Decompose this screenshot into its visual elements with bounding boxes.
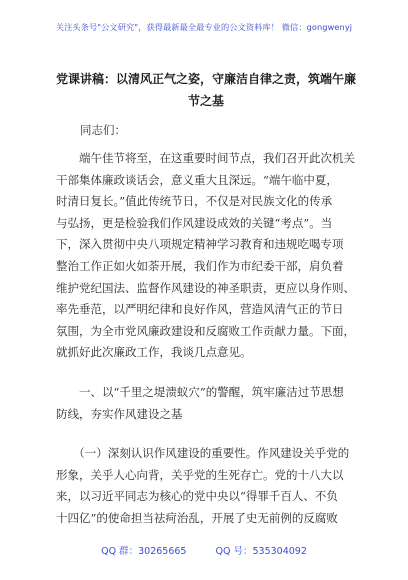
text-line: 来，以习近平同志为核心的党中央以“得罪千百人、不负 xyxy=(56,489,338,504)
document-title xyxy=(56,68,356,111)
document-body xyxy=(56,148,358,530)
text-line: 时清日复长。”值此传统节日，不仅是对民族文化的传承 xyxy=(56,194,333,209)
text-line: 形象，关乎人心向背，关乎党的生死存亡。党的十八大以 xyxy=(56,467,344,482)
text-line: 与弘扬，更是检验我们作风建设成效的关键“考点”。当 xyxy=(56,215,333,230)
text-line: 防线，夯实作风建设之基 xyxy=(56,406,183,421)
text-line: 十四亿”的使命担当祛疴治乱，开展了史无前例的反腐败 xyxy=(56,510,338,525)
paragraph-1 xyxy=(56,148,358,364)
text-line: 端午佳节将至，在这重要时间节点，我们召开此次机关 xyxy=(56,151,355,165)
header-banner: 关注头条号"公文研究"，获得最新最全最专业的公文资料库！ 微信：gongwenyj xyxy=(55,22,353,32)
text-line: 氛围，为全市党风廉政建设和反腐败工作贡献力量。下面， xyxy=(56,323,355,338)
footer xyxy=(0,543,408,557)
text-line: 率先垂范，以严明纪律和良好作风，营造风清气正的节日 xyxy=(56,302,344,317)
title-line: 节之基 xyxy=(187,93,224,108)
text-line: 整治工作正如火如荼开展，我们作为市纪委干部，肩负着 xyxy=(56,258,344,273)
text-line: 一、以“千里之堤溃蚁穴”的警醒，筑牢廉洁过节思想 xyxy=(56,384,344,399)
salutation: 同志们： xyxy=(80,123,126,137)
text-line: 下，深入贯彻中央八项规定精神学习教育和违规吃喝专项 xyxy=(56,237,344,252)
text-line: 干部集体廉政谈话会，意义重大且深远。“端午临中夏， xyxy=(56,172,338,187)
qq-group-text: QQ 群：30265665 xyxy=(101,546,187,557)
text-line: 维护党纪国法、监督作风建设的神圣职责，更应以身作则、 xyxy=(56,280,355,295)
paragraph-2 xyxy=(56,443,358,529)
title-line: 党课讲稿：以清风正气之姿，守廉洁自律之责，筑端午廉 xyxy=(56,72,356,86)
qq-number-text: QQ 号：535304092 xyxy=(215,546,307,557)
text-line: （一）深刻认识作风建设的重要性。作风建设关乎党的 xyxy=(56,446,350,461)
text-line: 就抓好此次廉政工作，我谈几点意见。 xyxy=(56,345,252,360)
section-1-heading xyxy=(56,382,358,425)
